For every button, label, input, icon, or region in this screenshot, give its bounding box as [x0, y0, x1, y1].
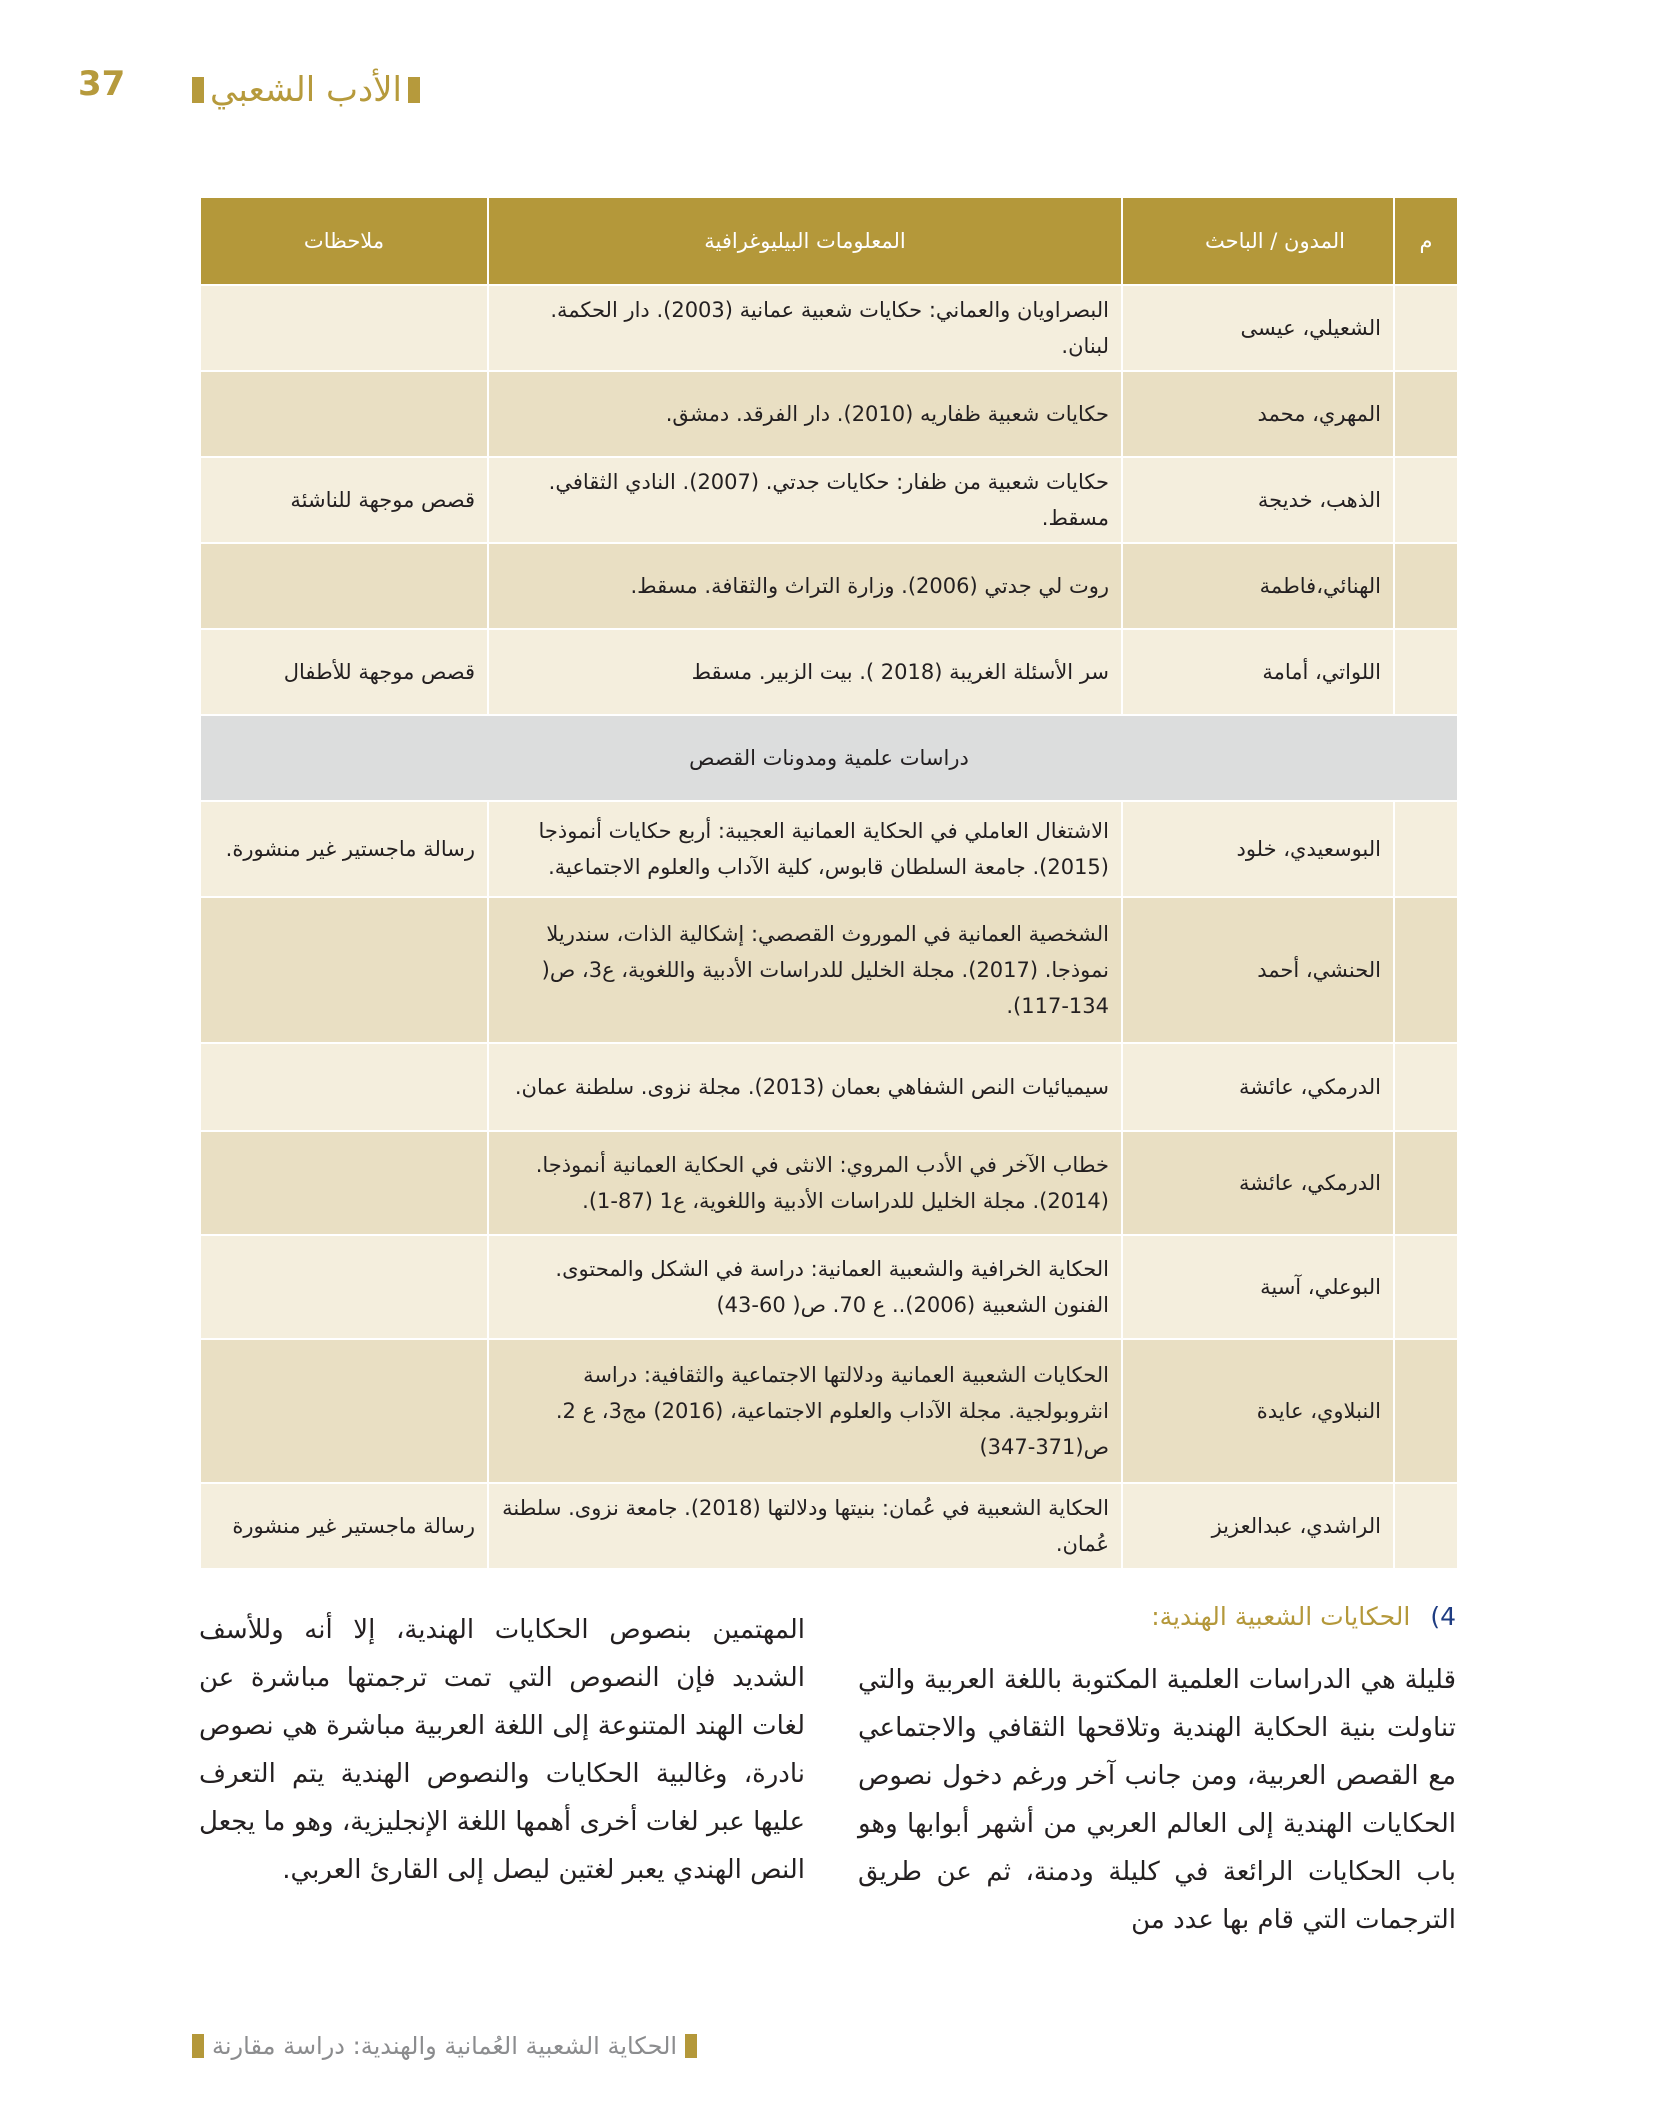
cell-notes: رسالة ماجستير غير منشورة. [200, 801, 488, 897]
cell-biblio: سيميائيات النص الشفاهي بعمان (2013). مجلة نزوى. سلطنة عمان. [488, 1043, 1122, 1131]
table-row [200, 897, 1458, 1043]
cell-author: الحنشي، أحمد [1122, 897, 1394, 1043]
logo-bar-left [192, 77, 204, 103]
cell-author: الدرمكي، عائشة [1122, 1043, 1394, 1131]
cell-num [1394, 1131, 1458, 1235]
cell-num [1394, 1043, 1458, 1131]
cell-biblio: روت لي جدتي (2006). وزارة التراث والثقافة. مسقط. [488, 543, 1122, 629]
footer [192, 2032, 697, 2060]
table-row [200, 543, 1458, 629]
magazine-title: الأدب الشعبي [210, 70, 402, 110]
cell-num [1394, 371, 1458, 457]
cell-author: النبلاوي، عايدة [1122, 1339, 1394, 1483]
section-number: 4) [1430, 1602, 1456, 1631]
cell-num [1394, 629, 1458, 715]
cell-author: اللواتي، أمامة [1122, 629, 1394, 715]
page-number: 37 [78, 64, 126, 104]
cell-biblio: خطاب الآخر في الأدب المروي: الانثى في الحكاية العمانية أنموذجا. (2014). مجلة الخليل للدراسات الأدبية واللغوية، ع1 (87-1). [488, 1131, 1122, 1235]
section-title: الحكايات الشعبية الهندية: [1151, 1602, 1411, 1631]
paragraph-left-column: المهتمين بنصوص الحكايات الهندية، إلا أنه وللأسف الشديد فإن النصوص التي تمت ترجمتها مباشرة عن لغات الهند المتنوعة إلى اللغة العربية مباشرة هي نصوص نادرة، وغالبية الحكايات والنصوص الهندية يتم التعرف عليها عبر لغات أخرى أهمها اللغة الإنجليزية، وهو ما يجعل النص الهندي يعبر لغتين ليصل إلى القارئ العربي. [199, 1615, 805, 1885]
table-row [200, 1131, 1458, 1235]
logo-bar-right [408, 77, 420, 103]
cell-biblio: الحكايات الشعبية العمانية ودلالتها الاجتماعية والثقافية: دراسة انثروبولجية. مجلة الآداب والعلوم الاجتماعية، (2016) مج3، ع 2. ص(371-347) [488, 1339, 1122, 1483]
cell-notes [200, 1131, 488, 1235]
cell-notes: رسالة ماجستير غير منشورة [200, 1483, 488, 1569]
cell-num [1394, 1235, 1458, 1339]
cell-num [1394, 1483, 1458, 1569]
footer-text: الحكاية الشعبية العُمانية والهندية: دراسة مقارنة [212, 2032, 678, 2060]
cell-notes [200, 1339, 488, 1483]
footer-bar-right [685, 2034, 697, 2058]
cell-num [1394, 1339, 1458, 1483]
footer-bar-left [192, 2034, 204, 2058]
cell-num [1394, 801, 1458, 897]
cell-num [1394, 457, 1458, 543]
magazine-logo [192, 70, 420, 110]
cell-biblio: حكايات شعبية من ظفار: حكايات جدتي. (2007). النادي الثقافي. مسقط. [488, 457, 1122, 543]
cell-notes [200, 1235, 488, 1339]
cell-author: الراشدي، عبدالعزيز [1122, 1483, 1394, 1569]
table-row [200, 285, 1458, 371]
cell-biblio: حكايات شعبية ظفاريه (2010). دار الفرقد. دمشق. [488, 371, 1122, 457]
header-notes: ملاحظات [200, 197, 488, 285]
table-row [200, 371, 1458, 457]
paragraph-right-column: قليلة هي الدراسات العلمية المكتوبة باللغة العربية والتي تناولت بنية الحكاية الهندية وتلاقحها الثقافي والاجتماعي مع القصص العربية، ومن جانب آخر ورغم دخول نصوص الحكايات الهندية إلى العالم العربي من أشهر أبوابها وهو باب الحكايات الرائعة في كليلة ودمنة، ثم عن طريق الترجمات التي قام بها عدد من [858, 1665, 1456, 1935]
cell-num [1394, 543, 1458, 629]
header-num: م [1394, 197, 1458, 285]
cell-author: الدرمكي، عائشة [1122, 1131, 1394, 1235]
cell-author: الهنائي،فاطمة [1122, 543, 1394, 629]
header-biblio: المعلومات البيليوغرافية [488, 197, 1122, 285]
cell-biblio: الحكاية الخرافية والشعبية العمانية: دراسة في الشكل والمحتوى. الفنون الشعبية (2006).. ع 70. ص( 60-43) [488, 1235, 1122, 1339]
cell-notes [200, 371, 488, 457]
cell-biblio: سر الأسئلة الغريبة (2018 ). بيت الزبير. مسقط [488, 629, 1122, 715]
cell-num [1394, 285, 1458, 371]
table-row [200, 1483, 1458, 1569]
cell-biblio: البصراويان والعماني: حكايات شعبية عمانية (2003). دار الحكمة. لبنان. [488, 285, 1122, 371]
cell-author: المهري، محمد [1122, 371, 1394, 457]
cell-biblio: الاشتغال العاملي في الحكاية العمانية العجيبة: أربع حكايات أنموذجا (2015). جامعة السلطان قابوس، كلية الآداب والعلوم الاجتماعية. [488, 801, 1122, 897]
cell-num [1394, 897, 1458, 1043]
cell-notes [200, 543, 488, 629]
cell-author: البوسعيدي، خلود [1122, 801, 1394, 897]
table-row [200, 801, 1458, 897]
cell-author: الذهب، خديجة [1122, 457, 1394, 543]
cell-notes [200, 897, 488, 1043]
header-author: المدون / الباحث [1122, 197, 1394, 285]
section-label: دراسات علمية ومدونات القصص [200, 715, 1458, 801]
section-heading [1151, 1602, 1456, 1631]
cell-notes: قصص موجهة للأطفال [200, 629, 488, 715]
section-row [200, 715, 1458, 801]
cell-author: الشعيلي، عيسى [1122, 285, 1394, 371]
table-row [200, 629, 1458, 715]
table-row [200, 1235, 1458, 1339]
table-row [200, 1339, 1458, 1483]
cell-author: البوعلي، آسية [1122, 1235, 1394, 1339]
cell-notes: قصص موجهة للناشئة [200, 457, 488, 543]
table-row [200, 1043, 1458, 1131]
table-header-row [200, 197, 1458, 285]
cell-notes [200, 285, 488, 371]
cell-notes [200, 1043, 488, 1131]
cell-biblio: الحكاية الشعبية في عُمان: بنيتها ودلالتها (2018). جامعة نزوى. سلطنة عُمان. [488, 1483, 1122, 1569]
bibliography-table [199, 196, 1459, 1570]
cell-biblio: الشخصية العمانية في الموروث القصصي: إشكالية الذات، سندريلا نموذجا. (2017). مجلة الخليل للدراسات الأدبية واللغوية، ع3، ص( 134-117). [488, 897, 1122, 1043]
table-row [200, 457, 1458, 543]
